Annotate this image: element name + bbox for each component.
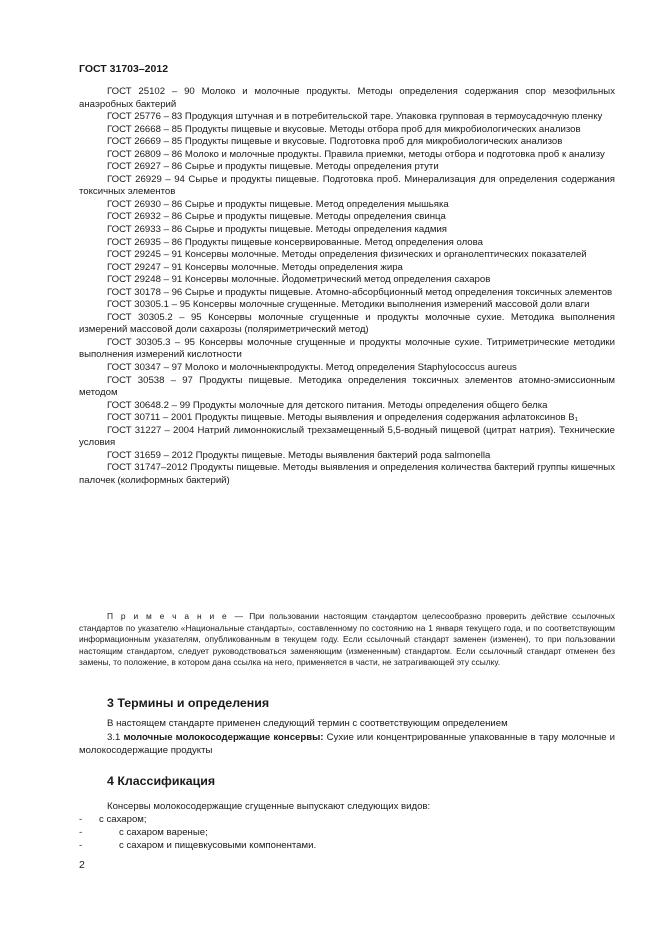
list-marker: -	[79, 840, 83, 852]
reference-item: ГОСТ 26809 – 86 Молоко и молочные продукты. Правила приемки, методы отбора и подготовка проб к анализу	[107, 148, 605, 160]
list-item	[79, 839, 316, 852]
reference-item: ГОСТ 30648.2 – 99 Продукты молочные для детского питания. Методы определения общего белка	[107, 399, 548, 411]
reference-item: ГОСТ 31659 – 2012 Продукты пищевые. Методы выявления бактерий рода salmonella	[107, 449, 491, 461]
reference-item: ГОСТ 30347 – 97 Молоко и молочныекпродукты. Метод определения Staphylococcus aureus	[107, 362, 517, 374]
note-text: При пользовании настоящим стандартом целесообразно проверить действие ссылочных стандартов по указателю «Национальные стандарты», составленному по состоянию на 1 января текущего года, и по соответствующим информационным указателям, опубликованным в текущем году. Если ссылочный стандарт заменен (изменен), то при пользовании настоящим стандартом, следует руководствоваться заменяющим (измененным) стандартом. Если ссылочный стандарт отменен без замены, то положение, в котором дана ссылка на него, применяется в части, не затрагивающей эту ссылку.	[79, 611, 615, 668]
reference-item: ГОСТ 26668 – 85 Продукты пищевые и вкусовые. Методы отбора проб для микробиологических анализов	[107, 123, 581, 135]
reference-item: ГОСТ 29247 – 91 Консервы молочные. Методы определения жира	[107, 261, 403, 273]
reference-item: ГОСТ 26930 – 86 Сырье и продукты пищевые. Метод определения мышьяка	[107, 198, 449, 210]
reference-item: ГОСТ 30305.1 – 95 Консервы молочные сгущенные. Методики выполнения измерений массовой доли влаги	[107, 299, 590, 311]
reference-item: ГОСТ 26933 – 86 Сырье и продукты пищевые. Методы определения кадмия	[107, 224, 447, 236]
section-3-intro: В настоящем стандарте применен следующий термин с соответствующим определением	[107, 718, 508, 729]
section-4-intro: Консервы молокосодержащие сгущенные выпускают следующих видов:	[107, 801, 431, 812]
list-item-text: с сахаром;	[99, 814, 147, 825]
term-number: 3.1	[107, 732, 121, 743]
list-item-text: с сахаром и пищевкусовыми компонентами.	[119, 840, 317, 852]
reference-item: ГОСТ 26669 – 85 Продукты пищевые и вкусовые. Подготовка проб для микробиологических анализов	[107, 136, 563, 148]
list-item-text: с сахаром вареные;	[119, 827, 208, 839]
reference-item: ГОСТ 26929 – 94 Сырье и продукты пищевые. Подготовка проб. Минерализация для определения содержания токсичных элементов	[79, 173, 615, 198]
section-4-heading: 4 Классификация	[107, 774, 216, 788]
reference-item: ГОСТ 26935 – 86 Продукты пищевые консервированные. Метод определения олова	[107, 236, 483, 248]
reference-item: ГОСТ 26932 – 86 Сырье и продукты пищевые. Методы определения свинца	[107, 211, 446, 223]
page-number: 2	[79, 859, 85, 871]
list-marker: -	[79, 814, 83, 825]
reference-item: ГОСТ 31227 – 2004 Натрий лимоннокислый трехзамещенный 5,5-водный пищевой (цитрат натрия). Технические условия	[79, 424, 615, 449]
list-marker: -	[79, 827, 83, 839]
reference-item: ГОСТ 29248 – 91 Консервы молочные. Йодометрический метод определения сахаров	[107, 274, 491, 286]
list-item	[79, 826, 316, 839]
reference-item: ГОСТ 25776 – 83 Продукция штучная и в потребительской таре. Упаковка групповая в термоусадочную пленку	[107, 111, 603, 123]
reference-item: ГОСТ 30178 – 96 Сырье и продукты пищевые. Атомно-абсорбционный метод определения токсичных элементов	[107, 286, 613, 298]
reference-item: ГОСТ 30538 – 97 Продукты пищевые. Методика определения токсичных элементов атомно-эмиссионным методом	[79, 374, 615, 399]
normative-references-list	[79, 86, 615, 488]
reference-item: ГОСТ 25102 – 90 Молоко и молочные продукты. Методы определения содержания спор мезофильных анаэробных бактерий	[79, 86, 615, 110]
references-note	[79, 611, 615, 669]
list-item	[79, 813, 316, 826]
section-3-heading: 3 Термины и определения	[107, 696, 270, 710]
classification-list	[79, 813, 316, 852]
reference-item: ГОСТ 26927 – 86 Сырье и продукты пищевые. Методы определения ртути	[107, 161, 439, 173]
term-name: молочные молокосодержащие консервы:	[123, 732, 324, 743]
reference-item: ГОСТ 30305.2 – 95 Консервы молочные сгущенные и продукты молочные сухие. Методика выполнения измерений массовой доли сахарозы (поляриметрический метод)	[79, 311, 615, 336]
reference-item: ГОСТ 29245 – 91 Консервы молочные. Методы определения физических и органолептических показателей	[107, 249, 587, 261]
reference-item: ГОСТ 30711 – 2001 Продукты пищевые. Методы выявления и определения содержания афлатоксинов B₁	[107, 412, 578, 424]
note-label: П р и м е ч а н и е —	[107, 611, 245, 621]
document-code-header: ГОСТ 31703–2012	[79, 63, 169, 75]
reference-item: ГОСТ 31747–2012 Продукты пищевые. Методы выявления и определения количества бактерий группы кишечных палочек (колиформных бактерий)	[79, 462, 615, 486]
term-definition	[79, 732, 615, 757]
reference-item: ГОСТ 30305.3 – 95 Консервы молочные сгущенные и продукты молочные сухие. Титриметрические методики выполнения измерений кислотности	[79, 336, 615, 361]
term-definition-text: Сухие или концентрированные упакованные в тару молочные и молокосодержащие продукты	[79, 732, 615, 756]
